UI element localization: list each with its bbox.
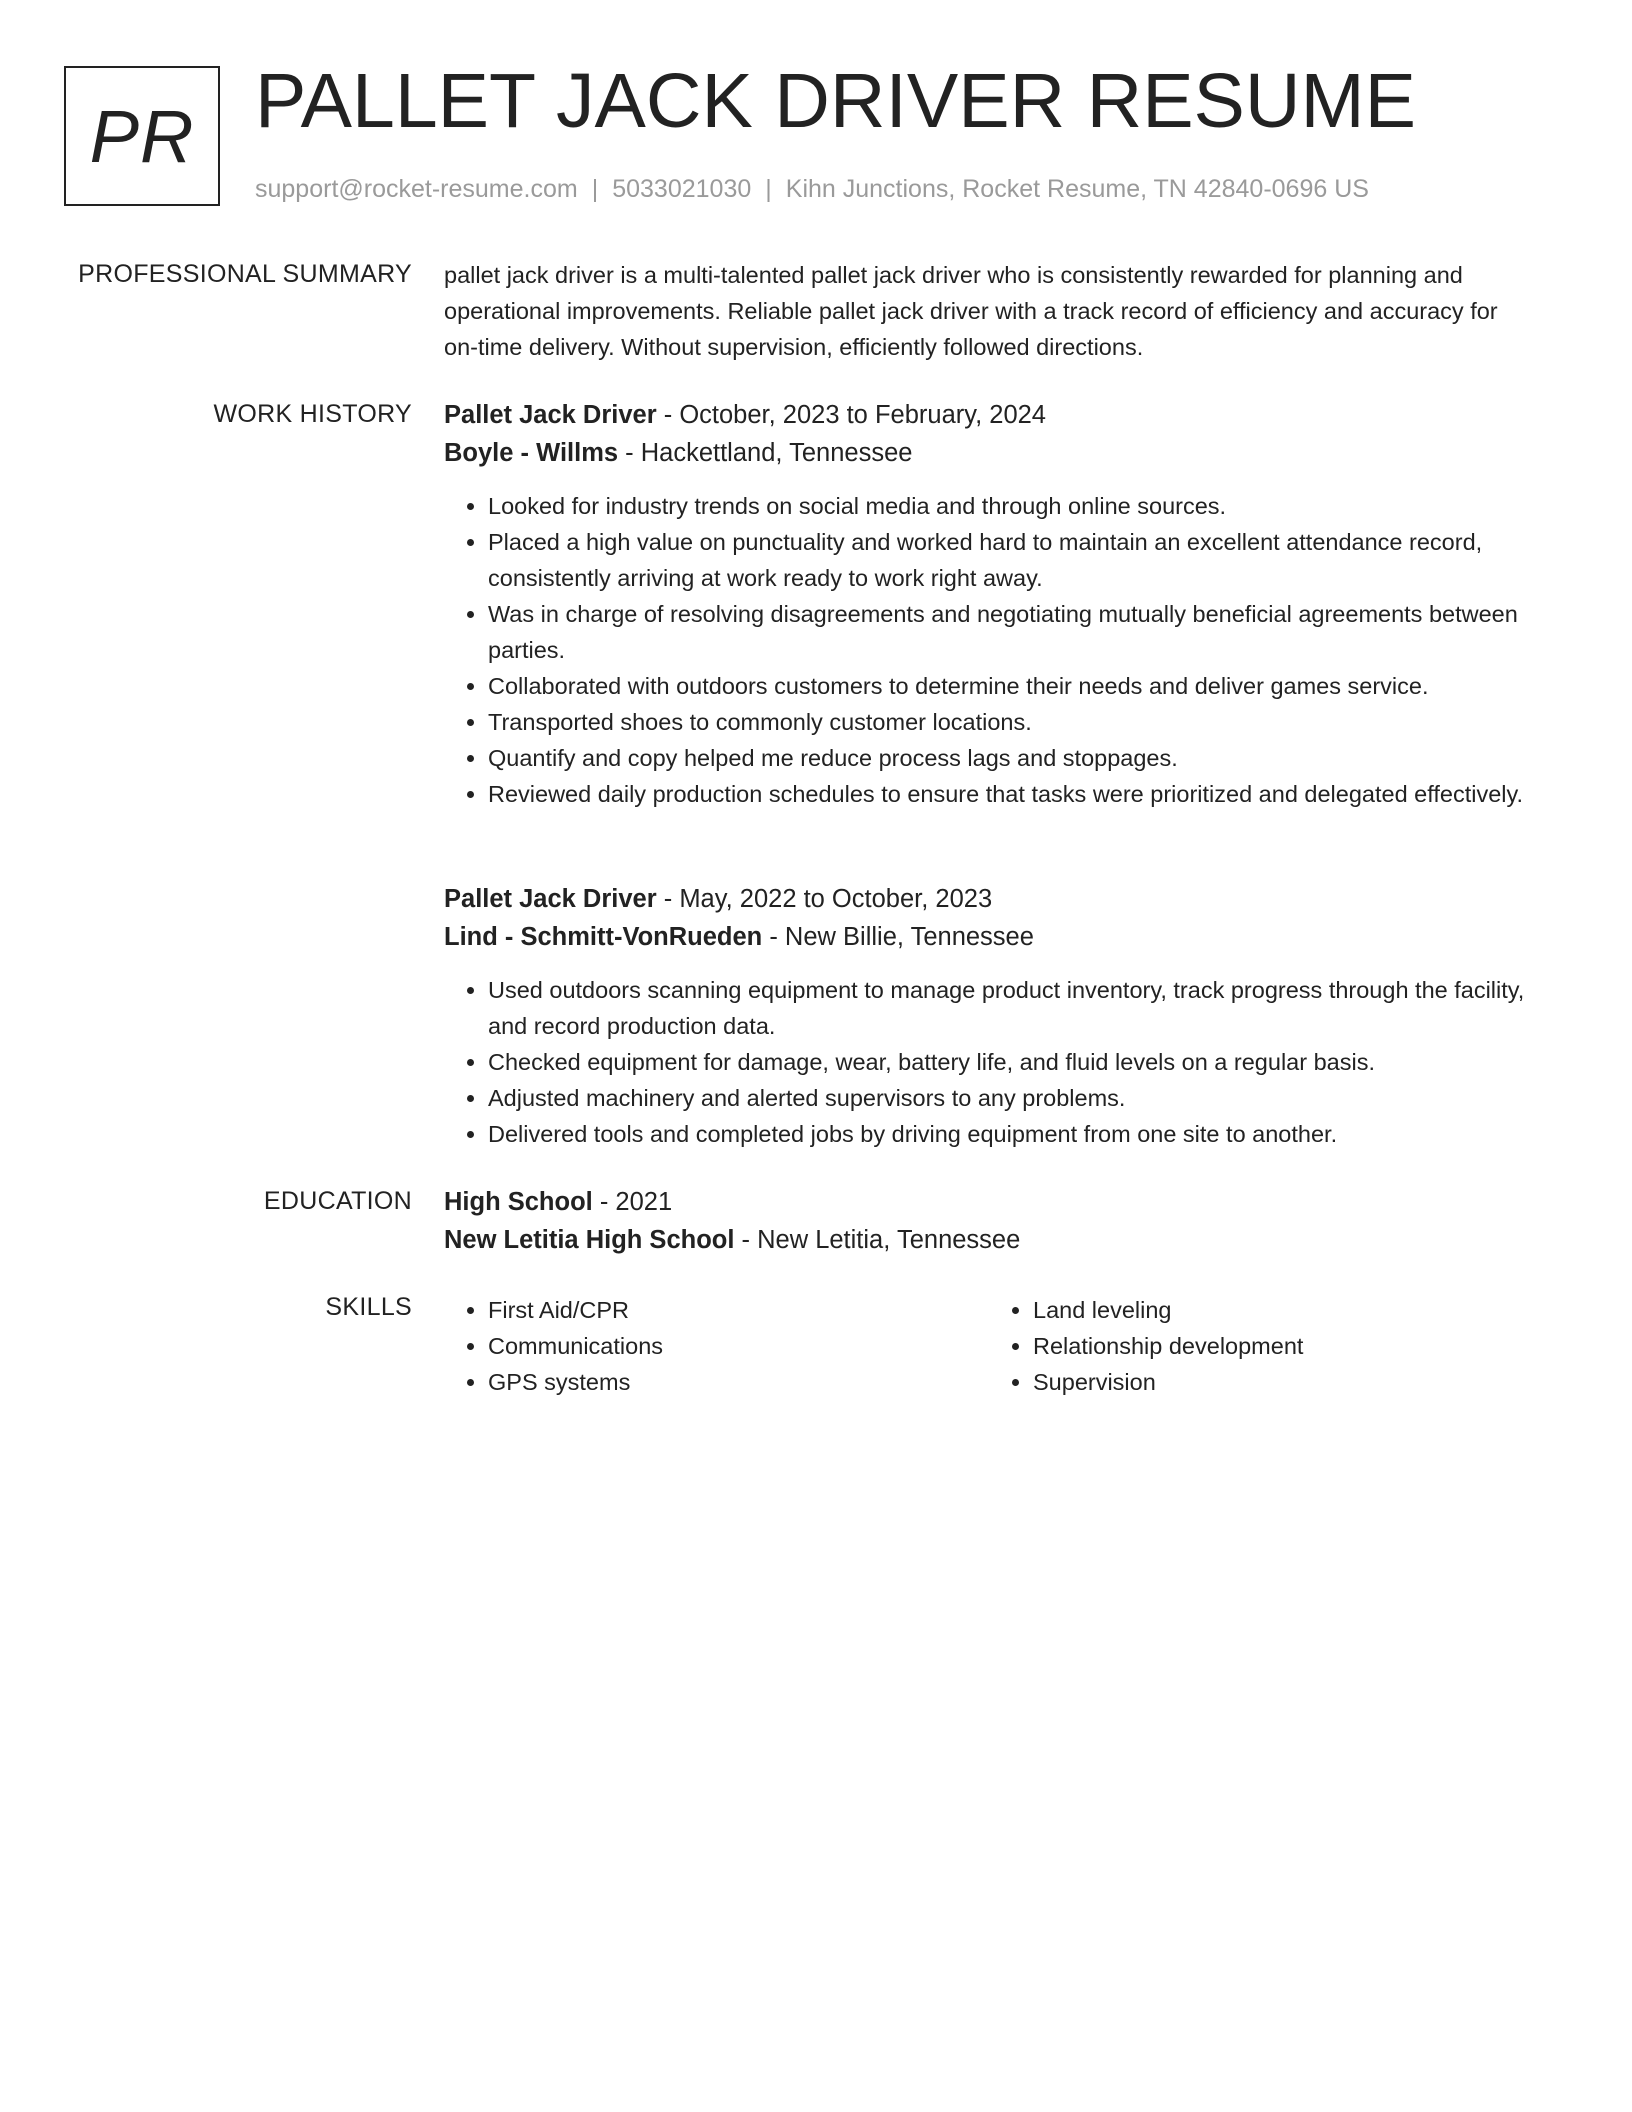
degree: High School: [444, 1188, 593, 1216]
skill-item: • Communications: [488, 1328, 989, 1364]
school-line: [444, 1221, 1534, 1259]
job-entry: [444, 880, 1534, 1152]
section-label-education: EDUCATION: [263, 1187, 412, 1215]
education-entry: [444, 1183, 1534, 1259]
job-title-line: [444, 880, 1534, 918]
list-item: • Looked for industry trends on social media and through online sources.: [488, 488, 1534, 524]
list-item: • Used outdoors scanning equipment to manage product inventory, track progress through the facility, and record production data.: [488, 972, 1534, 1044]
skills-list-right: [989, 1292, 1534, 1400]
contact-separator: |: [591, 175, 599, 203]
list-item: • Transported shoes to commonly customer locations.: [488, 704, 1534, 740]
list-item: • Was in charge of resolving disagreements and negotiating mutually beneficial agreements between parties.: [488, 596, 1534, 668]
skills-list-left: [444, 1292, 989, 1400]
employer-location: - New Billie, Tennessee: [762, 923, 1034, 951]
job-dates: - May, 2022 to October, 2023: [656, 885, 993, 913]
list-item: • Placed a high value on punctuality and worked hard to maintain an excellent attendance record, consistently arriving at work ready to work right away.: [488, 524, 1534, 596]
employer-location: - Hackettland, Tennessee: [618, 439, 913, 467]
job-dates: - October, 2023 to February, 2024: [656, 401, 1046, 429]
skill-item: • Land leveling: [1033, 1292, 1534, 1328]
section-label-skills: SKILLS: [325, 1293, 412, 1321]
skill-item: • Supervision: [1033, 1364, 1534, 1400]
school-name: New Letitia High School: [444, 1226, 735, 1254]
contact-email: support@rocket-resume.com: [255, 175, 578, 203]
employer-line: [444, 918, 1534, 956]
school-location: - New Letitia, Tennessee: [734, 1226, 1021, 1254]
job-title: Pallet Jack Driver: [444, 401, 657, 429]
skill-item: • Relationship development: [1033, 1328, 1534, 1364]
employer-name: Lind - Schmitt-VonRueden: [444, 923, 763, 951]
skill-item: • First Aid/CPR: [488, 1292, 989, 1328]
job-title-line: [444, 396, 1534, 434]
list-item: • Collaborated with outdoors customers to determine their needs and deliver games service.: [488, 668, 1534, 704]
employer-line: [444, 434, 1534, 472]
list-item: • Reviewed daily production schedules to ensure that tasks were prioritized and delegated effectively.: [488, 776, 1534, 812]
page-title: PALLET JACK DRIVER RESUME: [255, 58, 1417, 144]
job-entry: [444, 396, 1534, 812]
job-title: Pallet Jack Driver: [444, 885, 657, 913]
skills-grid: [444, 1292, 1534, 1400]
contact-address: Kihn Junctions, Rocket Resume, TN 42840-0696 US: [785, 175, 1369, 203]
section-label-work-history: WORK HISTORY: [213, 400, 412, 428]
list-item: • Checked equipment for damage, wear, battery life, and fluid levels on a regular basis.: [488, 1044, 1534, 1080]
degree-year: - 2021: [592, 1188, 673, 1216]
contact-separator: |: [765, 175, 772, 203]
list-item: • Adjusted machinery and alerted supervisors to any problems.: [488, 1080, 1534, 1116]
employer-name: Boyle - Willms: [444, 439, 619, 467]
monogram-logo: PR: [64, 66, 220, 206]
section-label-summary: PROFESSIONAL SUMMARY: [78, 260, 412, 288]
skill-item: • GPS systems: [488, 1364, 989, 1400]
contact-phone: 5033021030: [612, 175, 752, 203]
job-bullet-list: [444, 488, 1534, 812]
degree-line: [444, 1183, 1534, 1221]
list-item: • Quantify and copy helped me reduce process lags and stoppages.: [488, 740, 1534, 776]
contact-line: [255, 174, 1369, 204]
summary-text: pallet jack driver is a multi-talented pallet jack driver who is consistently rewarded for planning and operational improvements. Reliable pallet jack driver with a track record of efficiency and accuracy for on-time delivery. Without supervision, efficiently followed directions.: [444, 262, 1498, 360]
job-bullet-list: [444, 972, 1534, 1152]
list-item: • Delivered tools and completed jobs by driving equipment from one site to another.: [488, 1116, 1534, 1152]
